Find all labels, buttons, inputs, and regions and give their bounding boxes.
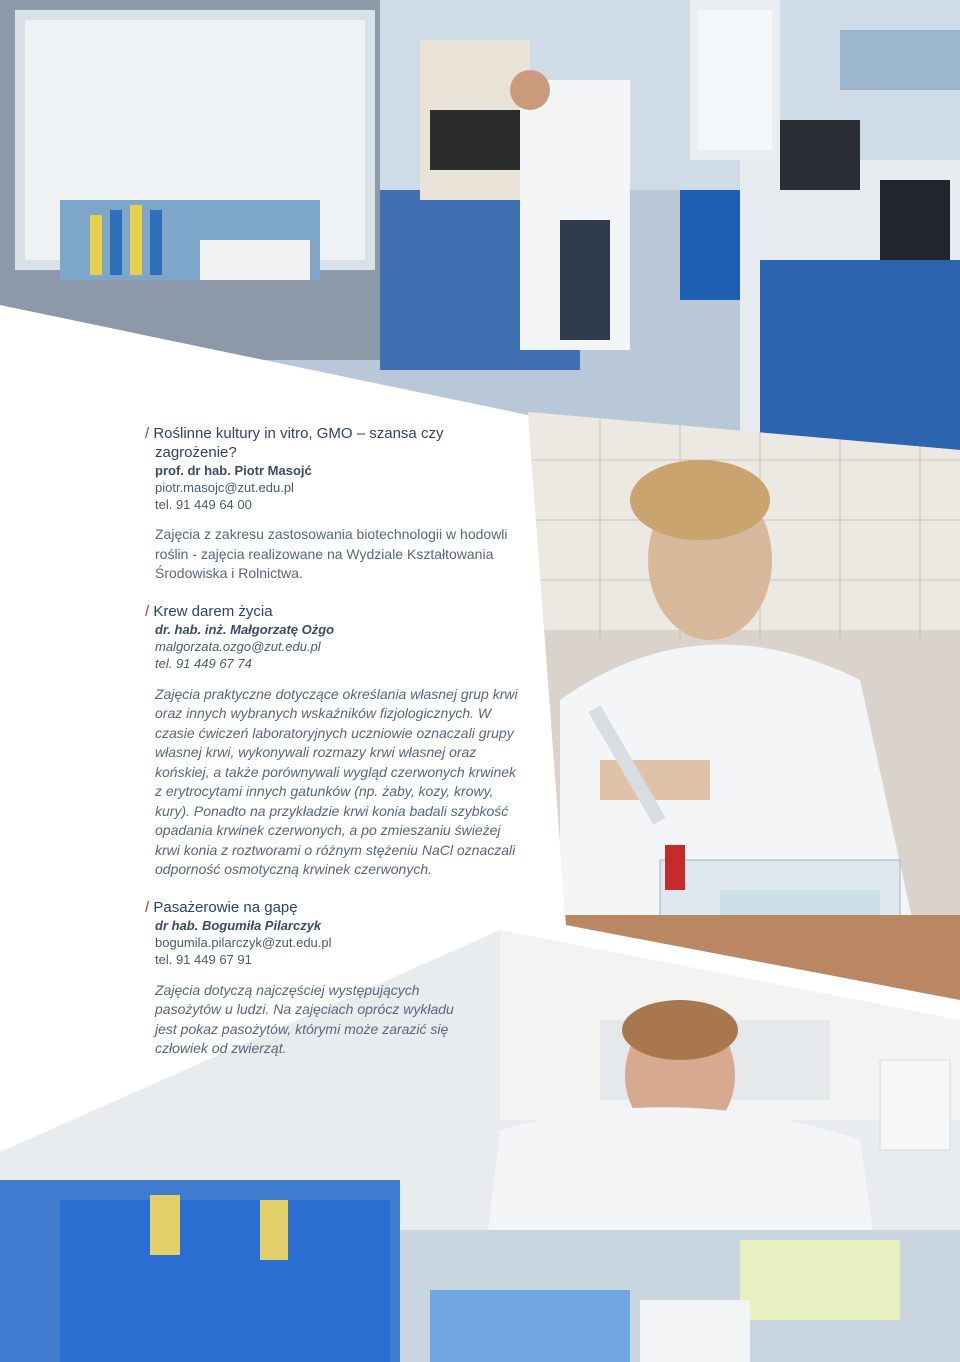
email-link[interactable]: piotr.masojc@zut.edu.pl <box>155 480 294 495</box>
heading-text-line2: zagrożenie? <box>155 444 237 461</box>
person-name: prof. dr hab. Piotr Masojć <box>155 463 312 478</box>
person-name: dr hab. Bogumiła Pilarczyk <box>155 917 322 933</box>
section-description: Zajęcia dotyczą najczęściej występujących pasożytów u ludzi. Na zajęciach oprócz wykładu jest pokaz pasożytów, którymi może zarazić się człowiek od zwierząt. <box>155 981 454 1056</box>
section-heading <box>145 898 525 917</box>
section-body <box>145 462 525 584</box>
heading-slash: / <box>145 898 150 916</box>
heading-slash: / <box>145 602 150 620</box>
section-body <box>145 621 525 880</box>
section-heading <box>145 424 525 462</box>
section-heading <box>145 602 525 621</box>
heading-text: Krew darem życia <box>153 602 273 620</box>
phone-number: tel. 91 449 64 00 <box>155 497 252 512</box>
heading-text: Roślinne kultury in vitro, GMO – szansa czy <box>153 425 444 442</box>
email-link[interactable]: bogumila.pilarczyk@zut.edu.pl <box>155 934 332 950</box>
section-description: Zajęcia praktyczne dotyczące określania własnej grup krwi oraz innych wybranych wskaźników fizjologicznych. W czasie ćwiczeń laboratoryjnych uczniowie oznaczali grupy własnej krwi, wykonywali rozmazy krwi własnej oraz końskiej, a także porównywali wygląd czerwonych krwinek z erytrocytami innych gatunków (np. żaby, kozy, krowy, kury). Ponadto na przykładzie krwi konia badali szybkość opadania krwinek czerwonych, a po zmieszaniu świeżej krwi konia z roztworami o różnym stężeniu NaCl oznaczali odporność osmotyczną krwinek czerwonych. <box>155 685 518 877</box>
phone-number: tel. 91 449 67 74 <box>155 655 252 671</box>
section-parasites <box>145 898 525 1059</box>
section-gmo <box>145 424 525 584</box>
person-name: dr. hab. inż. Małgorzatę Ożgo <box>155 621 335 637</box>
section-blood <box>145 602 525 880</box>
section-description: Zajęcia z zakresu zastosowania biotechnologii w hodowli roślin - zajęcia realizowane na Wydziale Kształtowania Środowiska i Rolnictwa. <box>155 526 508 581</box>
email-link[interactable]: malgorzata.ozgo@zut.edu.pl <box>155 638 321 654</box>
section-body <box>145 917 525 1059</box>
phone-number: tel. 91 449 67 91 <box>155 951 252 967</box>
heading-slash: / <box>145 425 150 442</box>
text-column <box>145 424 525 1059</box>
heading-text: Pasażerowie na gapę <box>153 898 298 916</box>
